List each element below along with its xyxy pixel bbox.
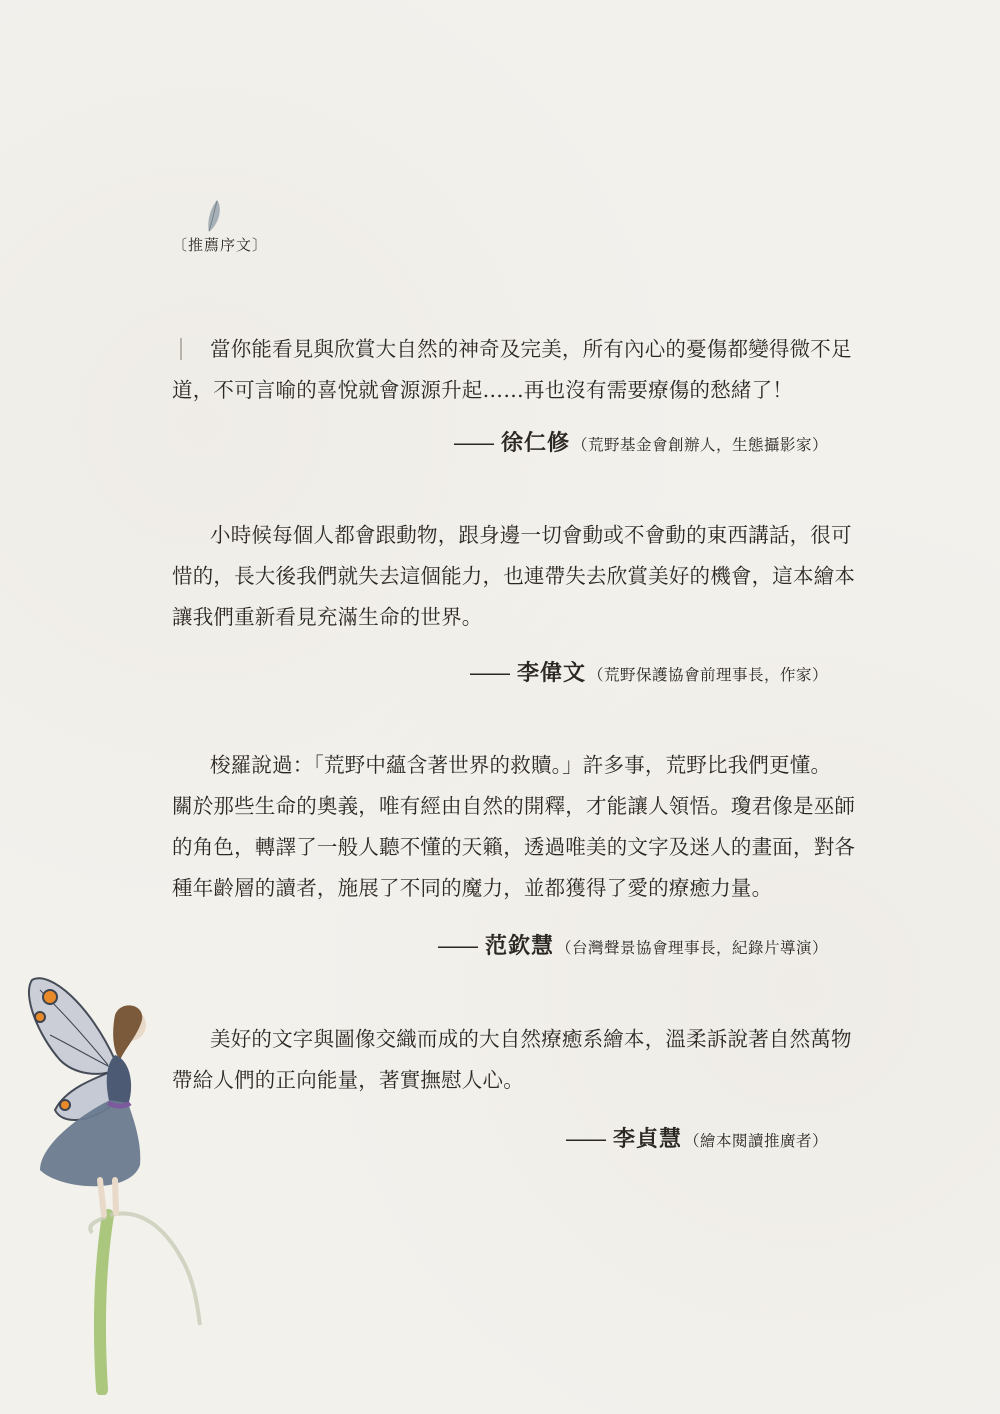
endorsement-text xyxy=(172,745,856,909)
author-name: 徐仁修 xyxy=(500,430,570,456)
endorsement-2 xyxy=(172,515,856,638)
author-title: （荒野基金會創辦人，生態攝影家） xyxy=(571,436,828,454)
endorsement-3 xyxy=(172,745,856,909)
endorsement-4 xyxy=(172,1019,852,1101)
em-dash: —— xyxy=(468,661,509,686)
author-title: （台灣聲景協會理事長，紀錄片導演） xyxy=(555,939,828,957)
author-title: （繪本閱讀推廣者） xyxy=(683,1132,828,1150)
signature-3 xyxy=(437,929,828,960)
text-line: 的角色，轉譯了一般人聽不懂的天籟，透過唯美的文字及迷人的畫面，對各 xyxy=(172,835,856,859)
endorsement-1 xyxy=(172,329,852,411)
author-name: 李偉文 xyxy=(516,660,586,686)
text-line: 帶給人們的正向能量，著實撫慰人心。 xyxy=(172,1068,524,1092)
signature-1 xyxy=(453,426,828,457)
author-name: 范欽慧 xyxy=(484,933,554,959)
signature-2 xyxy=(469,656,828,687)
signature-4 xyxy=(565,1122,828,1153)
section-label: 〔推薦序文〕 xyxy=(172,236,269,254)
text-line: 小時候每個人都會跟動物，跟身邊一切會動或不會動的東西講話，很可 xyxy=(210,523,852,547)
author-name: 李貞慧 xyxy=(612,1126,682,1152)
endorsement-text xyxy=(172,515,856,638)
text-line: 梭羅說過：「荒野中蘊含著世界的救贖。」許多事，荒野比我們更懂。 xyxy=(210,753,832,777)
text-line: 種年齡層的讀者，施展了不同的魔力，並都獲得了愛的療癒力量。 xyxy=(172,876,773,900)
leaf-icon xyxy=(203,198,225,234)
text-line: 當你能看見與欣賞大自然的神奇及完美，所有內心的憂傷都變得微不足 xyxy=(210,337,852,361)
text-line: 惜的，長大後我們就失去這個能力，也連帶失去欣賞美好的機會，這本繪本 xyxy=(172,564,856,588)
butterfly-fairy-illustration xyxy=(20,965,220,1395)
author-title: （荒野保護協會前理事長，作家） xyxy=(587,666,828,684)
em-dash: —— xyxy=(436,934,477,959)
em-dash: —— xyxy=(452,431,493,456)
endorsement-text xyxy=(172,329,852,411)
text-line: 關於那些生命的奧義，唯有經由自然的開釋，才能讓人領悟。瓊君像是巫師 xyxy=(172,794,856,818)
endorsement-text xyxy=(172,1019,852,1101)
text-line: 讓我們重新看見充滿生命的世界。 xyxy=(172,605,483,629)
em-dash: —— xyxy=(564,1127,605,1152)
text-line: 道，不可言喻的喜悅就會源源升起……再也沒有需要療傷的愁緒了！ xyxy=(172,378,793,402)
text-line: 美好的文字與圖像交織而成的大自然療癒系繪本，溫柔訴說著自然萬物 xyxy=(210,1027,852,1051)
